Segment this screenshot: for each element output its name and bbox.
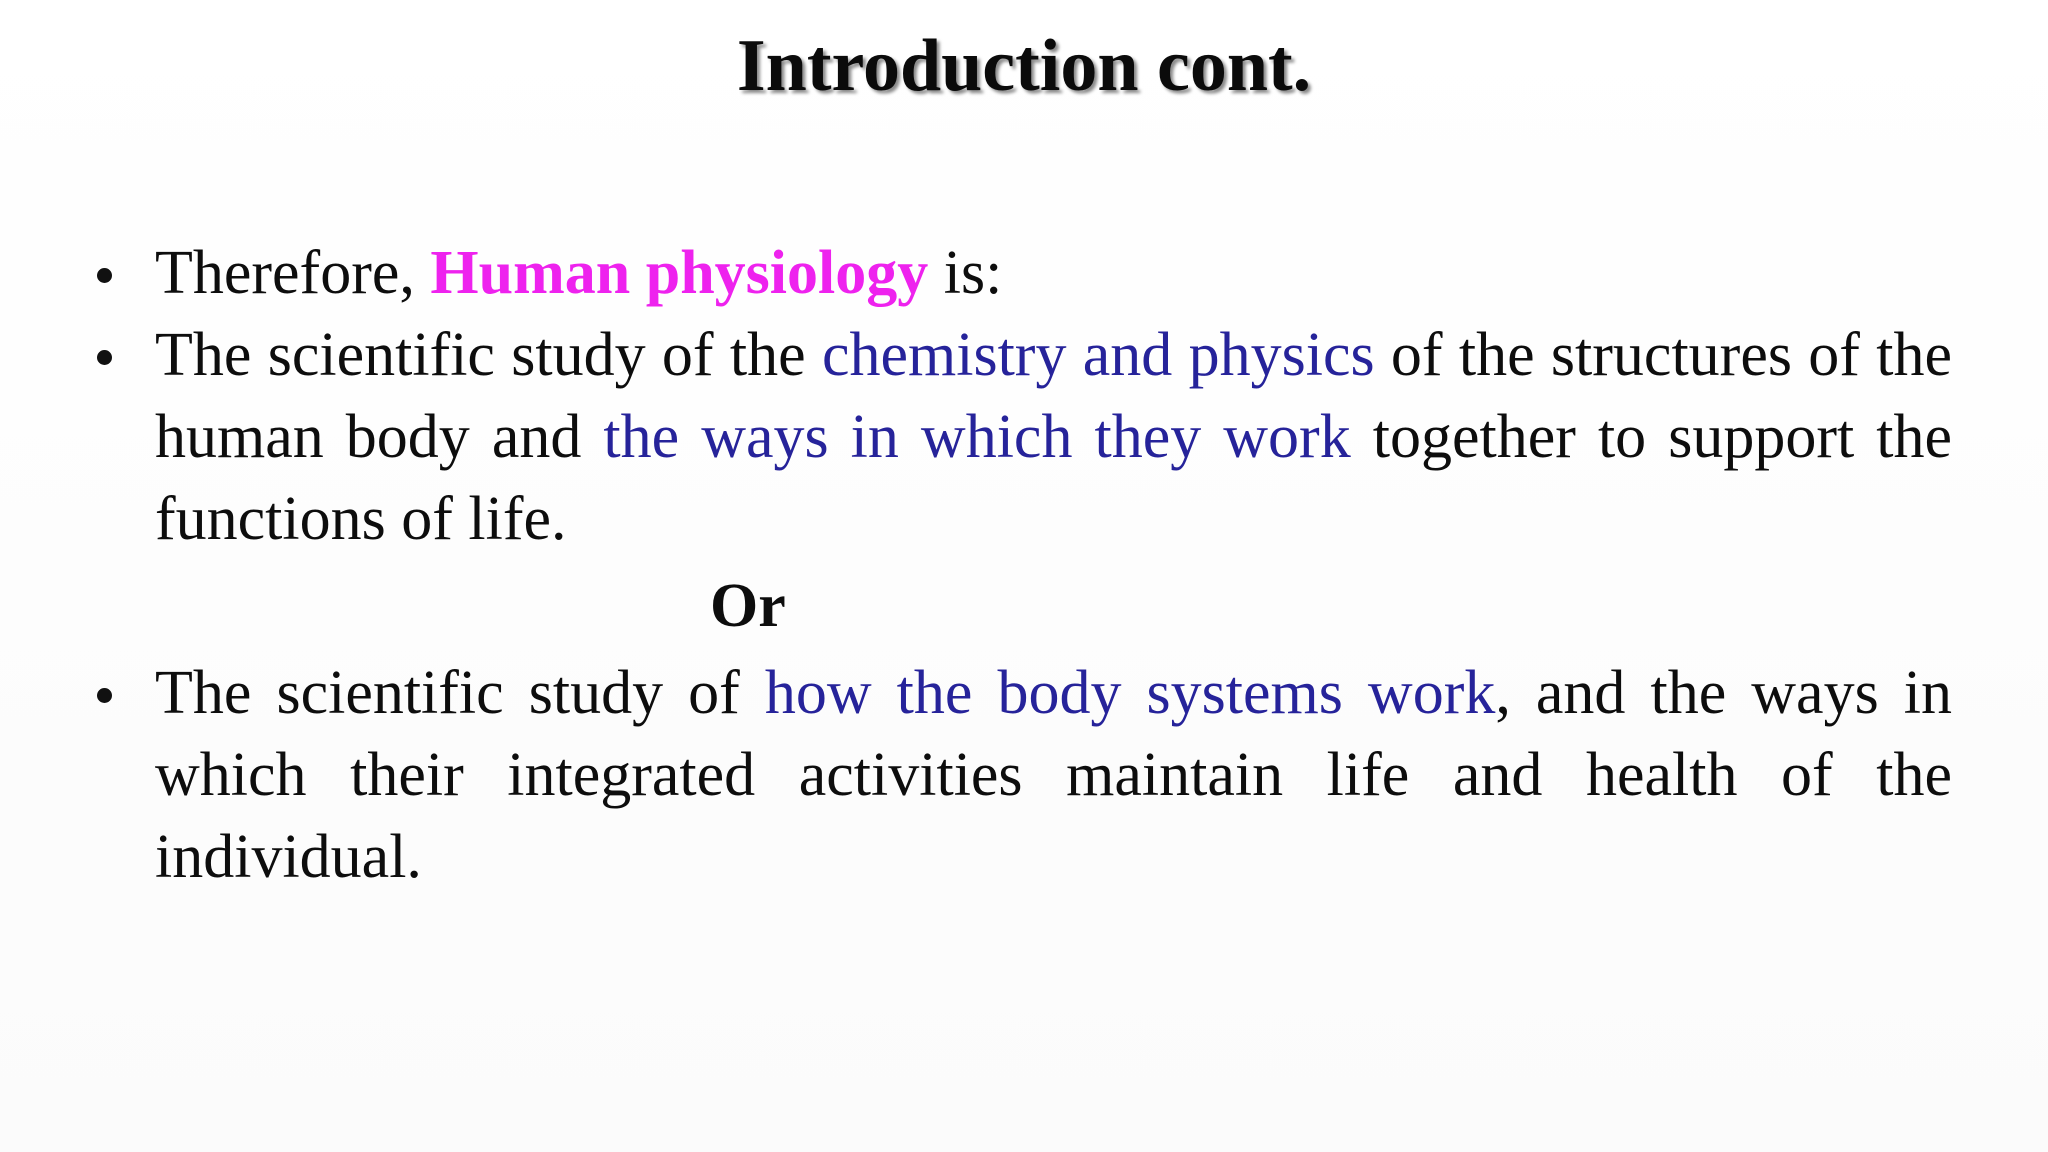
slide-title: Introduction cont. [736,25,1312,107]
bullet-item-definition-two [90,652,1952,898]
definition-two-text: The scientific study of [155,659,765,727]
bullet-text-before: Therefore, [155,239,431,307]
definition-one-text: The scientific study of the [155,321,822,389]
bullet-text-after: is: [928,239,1003,307]
bullet-list [90,232,1952,898]
human-physiology-highlight: Human physiology [430,239,929,307]
definition-one-text: together to support the functions of life. [155,403,1953,553]
chemistry-physics-highlight: chemistry and physics [821,321,1375,389]
definition-one-text: of the structures of the human body and [155,321,1952,471]
or-separator: Or [710,572,786,640]
body-systems-highlight: how the body systems work [764,659,1496,727]
definition-two-text: , and the ways in which their integrated activities maintain life and health of the individual. [155,659,1952,891]
ways-they-work-highlight: the ways in which they work [603,403,1351,471]
bullet-item-definition-one [90,314,1952,560]
bullet-item-definition-intro [90,232,1952,314]
